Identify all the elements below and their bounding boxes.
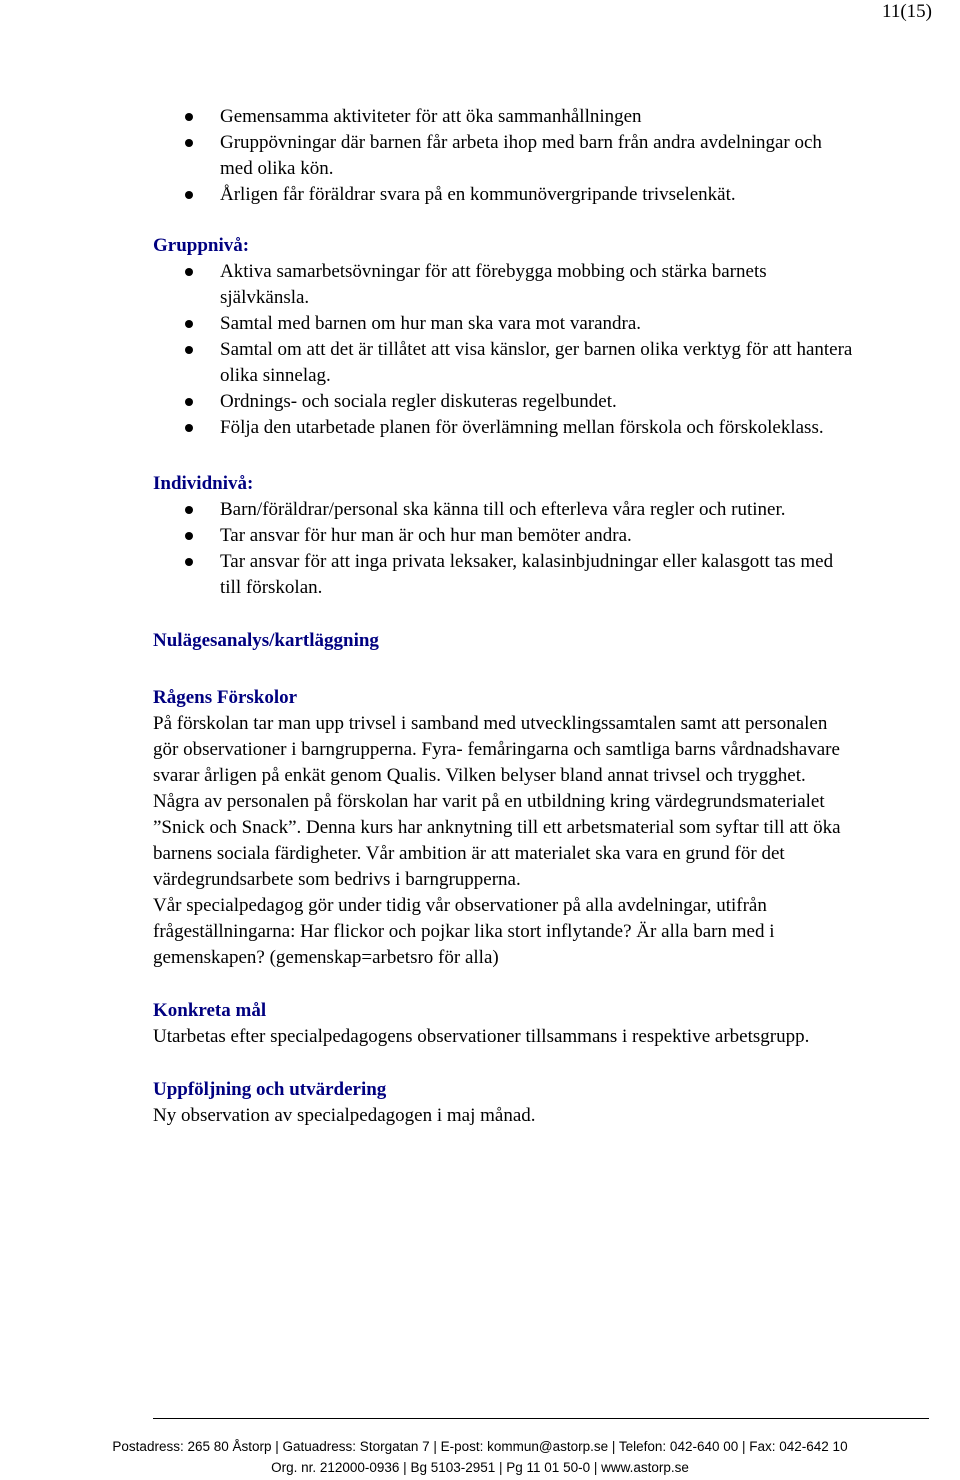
page-number: 11(15) [882,1,932,22]
uppfoljning-text: Ny observation av specialpedagogen i maj månad. [153,1105,536,1126]
gruppniva-heading: Gruppnivå: [153,235,250,256]
list-item: Ordnings- och sociala regler diskuteras regelbundet. [153,389,853,415]
list-item: Aktiva samarbetsövningar för att förebygga mobbing och stärka barnets självkänsla. [153,259,853,311]
ragens-paragraph: Vår specialpedagog gör under tidig vår observationer på alla avdelningar, utifrån frågeställningarna: Har flickor och pojkar lika stort inflytande? Är alla barn med i gemenskapen? (gemenskap=arbetsro för alla) [153,895,775,968]
nulage-heading: Nulägesanalys/kartläggning [153,630,379,651]
individniva-heading: Individnivå: [153,473,254,494]
list-item: Gemensamma aktiviteter för att öka sammanhållningen [153,104,853,130]
konkreta-text: Utarbetas efter specialpedagogens observationer tillsammans i respektive arbetsgrupp. [153,1026,810,1047]
list-item: Årligen får föräldrar svara på en kommunövergripande trivselenkät. [153,182,853,208]
uppfoljning-heading: Uppföljning och utvärdering [153,1079,387,1100]
gruppniva-list [153,259,853,441]
list-item: Tar ansvar för att inga privata leksaker, kalasinbjudningar eller kalasgott tas med till förskolan. [153,549,853,601]
document-body [153,104,853,1129]
footer-address: Postadress: 265 80 Åstorp | Gatuadress: Storgatan 7 | E-post: kommun@astorp.se | Telefon: 042-640 00 | Fax: 042-642 10 [112,1439,848,1454]
intro-list [153,104,853,208]
konkreta-heading: Konkreta mål [153,1000,267,1021]
ragens-heading: Rågens Förskolor [153,687,298,708]
footer-divider [153,1418,929,1419]
list-item: Samtal med barnen om hur man ska vara mot varandra. [153,311,853,337]
ragens-paragraph: På förskolan tar man upp trivsel i samband med utvecklingssamtalen samt att personalen gör observationer i barngrupperna. Fyra- femåringarna och samtliga barns vårdnadshavare svarar årligen på enkät genom Qualis. Vilken belyser bland annat trivsel och trygghet. [153,713,840,786]
individniva-list [153,497,853,601]
list-item: Barn/föräldrar/personal ska känna till och efterleva våra regler och rutiner. [153,497,853,523]
list-item: Tar ansvar för hur man är och hur man bemöter andra. [153,523,853,549]
ragens-paragraph: Några av personalen på förskolan har varit på en utbildning kring värdegrundsmaterialet ”Snick och Snack”. Denna kurs har anknytning till ett arbetsmaterial som syftar till att öka barnens sociala färdigheter. Vår ambition är att materialet ska vara en grund för det värdegrundsarbete som bedrivs i barngrupperna. [153,791,841,890]
list-item: Samtal om att det är tillåtet att visa känslor, ger barnen olika verktyg för att hantera olika sinnelag. [153,337,853,389]
list-item: Följa den utarbetade planen för överlämning mellan förskola och förskoleklass. [153,415,853,441]
list-item: Gruppövningar där barnen får arbeta ihop med barn från andra avdelningar och med olika kön. [153,130,853,182]
footer-org-info: Org. nr. 212000-0936 | Bg 5103-2951 | Pg 11 01 50-0 | www.astorp.se [271,1460,689,1475]
